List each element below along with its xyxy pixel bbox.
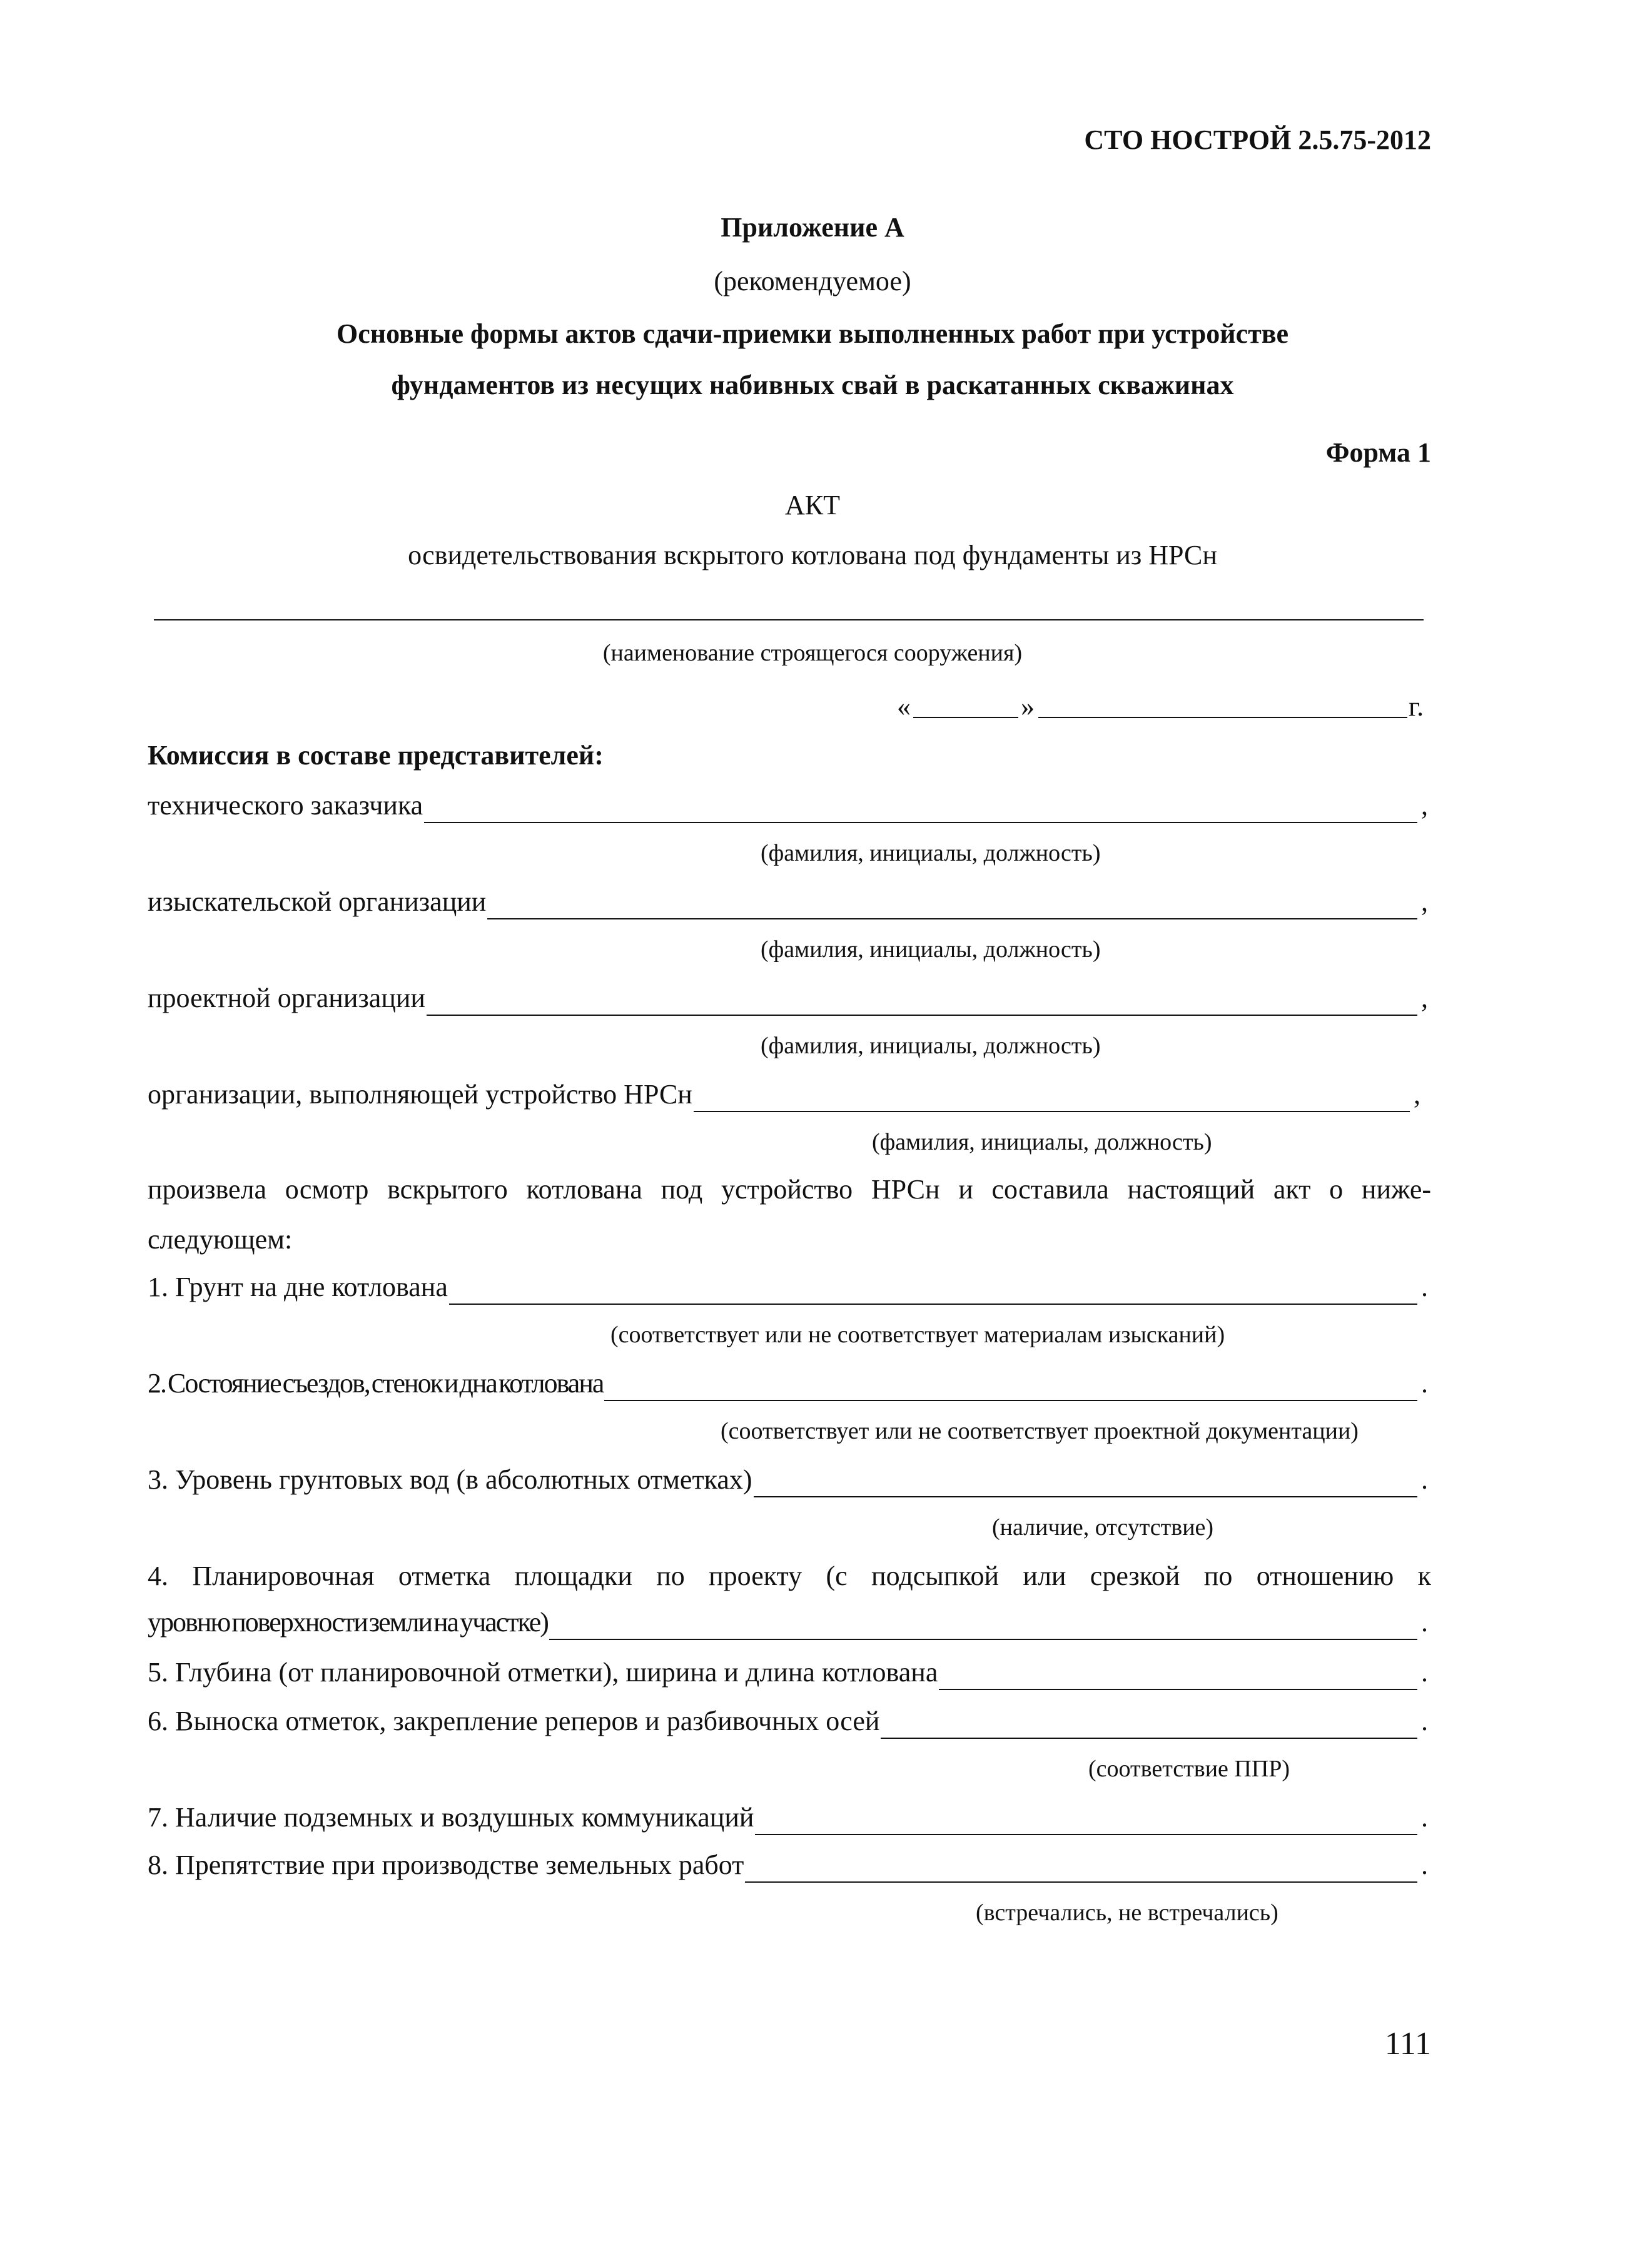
item-label: 5. Глубина (от планировочной отметки), ширина и длина котлована	[148, 1657, 938, 1688]
commission-member-hint: (фамилия, инициалы, должность)	[872, 1129, 1212, 1155]
item-input-line[interactable]	[939, 1661, 1417, 1690]
commission-member-customer	[148, 788, 1431, 823]
commission-member-input-line[interactable]	[487, 891, 1417, 919]
statement-line1: произвела осмотр вскрытого котлована под устройство НРСн и составила настоящий акт о ниже-	[148, 1174, 1431, 1205]
year-suffix: г.	[1409, 691, 1424, 722]
commission-member-hint: (фамилия, инициалы, должность)	[761, 840, 1101, 866]
commission-title: Комиссия в составе представителей:	[148, 740, 604, 771]
item-hint: (соответствие ППР)	[1088, 1756, 1290, 1782]
appendix-title: Приложение А	[721, 212, 904, 243]
item-label: 8. Препятствие при производстве земельных работ	[148, 1850, 744, 1880]
item-label: 1. Грунт на дне котлована	[148, 1272, 448, 1302]
commission-member-label: проектной организации	[148, 983, 425, 1013]
item-8	[148, 1848, 1431, 1883]
item-input-line[interactable]	[745, 1854, 1417, 1883]
item-input-line[interactable]	[449, 1276, 1417, 1305]
item-label: 6. Выноска отметок, закрепление реперов и разбивочных осей	[148, 1706, 880, 1736]
item-label: 2. Состояние съездов, стенок и дна котлована	[148, 1368, 604, 1399]
item-5	[148, 1655, 1431, 1690]
separator-comma: ,	[1421, 983, 1428, 1013]
commission-member-input-line[interactable]	[427, 987, 1417, 1016]
item-input-line[interactable]	[754, 1469, 1417, 1497]
item-1	[148, 1270, 1431, 1305]
commission-member-survey	[148, 884, 1431, 919]
end-period: .	[1421, 1657, 1428, 1688]
construction-name-hint: (наименование строящегося сооружения)	[602, 640, 1023, 666]
commission-member-hint: (фамилия, инициалы, должность)	[761, 936, 1101, 963]
form-number: Форма 1	[1325, 437, 1431, 468]
item-3	[148, 1462, 1431, 1497]
item-2	[148, 1366, 1431, 1401]
commission-member-input-line[interactable]	[424, 794, 1417, 823]
commission-member-contractor	[148, 1077, 1424, 1112]
page-number: 111	[1384, 2026, 1431, 2062]
construction-name-line[interactable]	[154, 619, 1424, 620]
separator-comma: ,	[1414, 1079, 1420, 1110]
date-close-quote: »	[1021, 691, 1035, 722]
item-hint: (соответствует или не соответствует проектной документации)	[721, 1418, 1359, 1444]
item-6	[148, 1704, 1431, 1739]
appendix-status: (рекомендуемое)	[714, 266, 911, 296]
item-input-line[interactable]	[549, 1611, 1417, 1640]
commission-member-design	[148, 981, 1431, 1016]
appendix-heading-line2: фундаментов из несущих набивных свай в раскатанных скважинах	[391, 370, 1234, 400]
statement-line2: следующем:	[148, 1224, 293, 1255]
end-period: .	[1421, 1272, 1428, 1302]
act-subtitle: освидетельствования вскрытого котлована под фундаменты из НРСн	[408, 540, 1217, 570]
standard-code: СТО НОСТРОЙ 2.5.75-2012	[1084, 124, 1431, 155]
end-period: .	[1421, 1850, 1428, 1880]
appendix-heading-line1: Основные формы актов сдачи-приемки выполненных работ при устройстве	[336, 318, 1289, 349]
item-input-line[interactable]	[881, 1710, 1417, 1739]
item-input-line[interactable]	[755, 1806, 1417, 1835]
separator-comma: ,	[1421, 886, 1428, 917]
date-open-quote: «	[897, 691, 911, 722]
commission-member-label: технического заказчика	[148, 790, 423, 821]
commission-member-input-line[interactable]	[694, 1083, 1410, 1112]
item-hint: (наличие, отсутствие)	[992, 1514, 1214, 1541]
act-title: АКТ	[785, 490, 840, 520]
item-4	[148, 1605, 1431, 1640]
end-period: .	[1421, 1464, 1428, 1495]
item-7	[148, 1800, 1431, 1835]
item-4-line1: 4. Планировочная отметка площадки по проекту (с подсыпкой или срезкой по отношению к	[148, 1561, 1431, 1591]
date-month-year-line[interactable]	[1038, 717, 1407, 718]
separator-comma: ,	[1421, 790, 1428, 821]
commission-member-label: организации, выполняющей устройство НРСн	[148, 1079, 692, 1110]
end-period: .	[1421, 1607, 1428, 1638]
item-label: 3. Уровень грунтовых вод (в абсолютных отметках)	[148, 1464, 752, 1495]
item-hint: (встречались, не встречались)	[976, 1900, 1278, 1926]
date-day-line[interactable]	[913, 717, 1018, 718]
commission-member-label: изыскательской организации	[148, 886, 487, 917]
item-input-line[interactable]	[604, 1372, 1417, 1401]
end-period: .	[1421, 1802, 1428, 1833]
item-label: 7. Наличие подземных и воздушных коммуникаций	[148, 1802, 754, 1833]
end-period: .	[1421, 1368, 1428, 1399]
end-period: .	[1421, 1706, 1428, 1736]
item-label: уровню поверхности земли на участке)	[148, 1607, 548, 1638]
item-hint: (соответствует или не соответствует материалам изысканий)	[610, 1322, 1225, 1348]
commission-member-hint: (фамилия, инициалы, должность)	[761, 1033, 1101, 1059]
